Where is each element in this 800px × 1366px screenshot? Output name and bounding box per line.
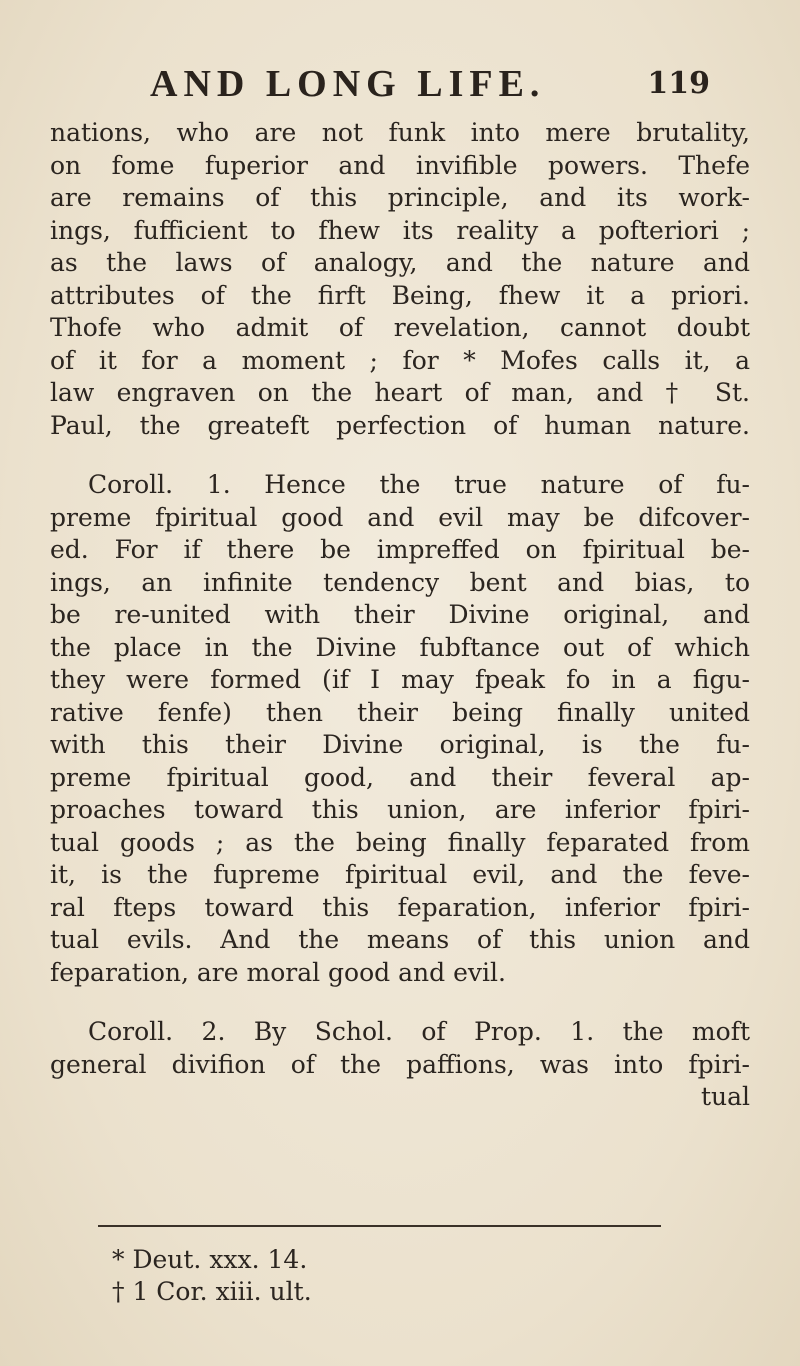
text-line: Coroll. 2. By Schol. of Prop. 1. the moft [88,1017,750,1046]
footnote: * Deut. xxx. 14. [112,1245,308,1274]
text-line: proaches toward this union, are inferior fpiri- [50,795,750,824]
text-line: law engraven on the heart of man, and † St. [50,378,750,407]
text-line: rative fenfe) then their being finally united [50,697,750,727]
text-line: on fome fuperior and invifible powers. Thefe [50,150,750,180]
text-line: Paul, the greateft perfection of human nature. [50,410,750,440]
text-line: ral fteps toward this feparation, inferior fpiri- [50,892,750,922]
text-line: preme fpiritual good, and their feveral ap- [50,762,750,792]
text-line: with this their Divine original, is the fu- [50,730,750,759]
text-line: ed. For if there be impreffed on fpiritual be- [50,535,750,564]
text-line: Coroll. 1. Hence the true nature of fu- [88,470,750,499]
page-header [150,62,710,105]
paragraph-gap [50,989,750,1016]
footnote: † 1 Cor. xiii. ult. [112,1277,312,1306]
text-line: tual goods ; as the being finally feparated from [50,827,750,857]
text-line: ings, an infinite tendency bent and bias, to [50,567,750,597]
text-line: it, is the fupreme fpiritual evil, and the feve- [50,860,750,889]
text-line: as the laws of analogy, and the nature and [50,248,750,277]
body-text [50,117,750,1114]
text-line: general divifion of the paffions, was into fpiri- [50,1049,750,1079]
text-line: they were formed (if I may fpeak fo in a figu- [50,665,750,694]
running-head: AND LONG LIFE. [150,63,546,105]
text-line: ings, fufficient to fhew its reality a pofteriori ; [50,215,750,245]
text-line: the place in the Divine fubftance out of which [50,632,750,662]
text-line: are remains of this principle, and its work- [50,183,750,212]
text-line: Thofe who admit of revelation, cannot doubt [50,313,750,342]
catchword: tual [700,1082,750,1111]
paragraph-gap [50,442,750,469]
text-line: attributes of the firft Being, fhew it a priori. [50,280,750,310]
footnotes [112,1244,312,1308]
text-line: be re-united with their Divine original, and [50,600,750,629]
page-number: 119 [647,66,710,101]
text-line: nations, who are not funk into mere brutality, [50,118,750,147]
text-line: tual evils. And the means of this union and [50,925,750,954]
footnote-rule [98,1225,661,1227]
text-line: feparation, are moral good and evil. [50,957,506,987]
text-line: preme fpiritual good and evil may be difcover- [50,502,750,532]
text-line: of it for a moment ; for * Mofes calls it, a [50,345,750,375]
